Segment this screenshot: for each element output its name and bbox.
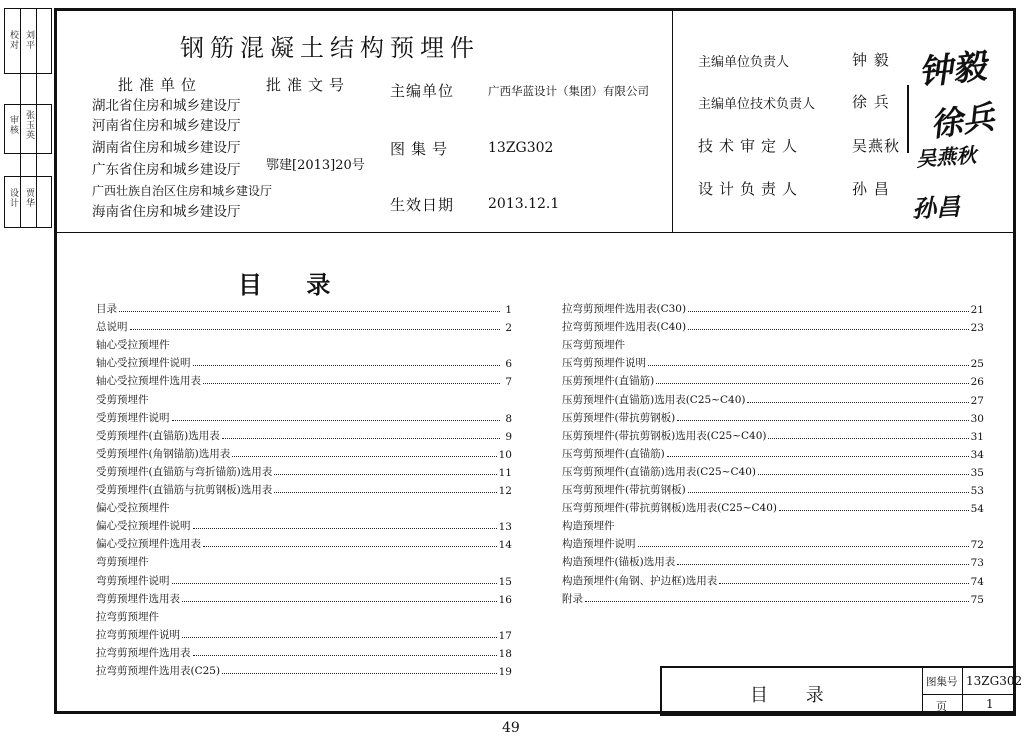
header-divider [56,232,1014,233]
toc-entry[interactable] [96,517,512,533]
effective-date: 2013.12.1 [488,196,560,212]
toc-leader-dots [130,329,501,330]
toc-entry[interactable] [96,463,512,479]
toc-entry-label: 受剪预埋件(直锚筋)选用表 [96,429,220,442]
toc-entry[interactable] [562,318,984,334]
toc-leader-dots [232,456,496,457]
toc-entry-page: 7 [505,376,512,389]
toc-leader-dots [119,311,500,312]
toc-entry-page: 73 [970,557,984,570]
toc-entry-label: 拉弯剪预埋件选用表 [96,646,191,659]
title-block-divider [922,694,1014,695]
toc-entry-page: 15 [498,575,512,588]
responsible-role: 主编单位技术负责人 [698,97,816,112]
toc-entry[interactable] [96,481,512,497]
side-strip-label: 审核 [8,115,18,135]
toc-entry[interactable] [96,626,512,642]
toc-entry-label: 构造预埋件说明 [562,538,636,551]
toc-entry[interactable] [96,391,512,407]
toc-leader-dots [688,329,969,330]
toc-entry-label: 压弯剪预埋件说明 [562,357,646,370]
toc-leader-dots [585,601,969,602]
toc-entry-page: 31 [970,430,984,443]
toc-entry-page: 10 [498,448,512,461]
approval-unit: 海南省住房和城乡建设厅 [92,204,241,220]
page-number: 49 [502,720,520,736]
toc-entry[interactable] [562,463,984,479]
toc-entry-label: 拉弯剪预埋件选用表(C25) [96,665,221,677]
toc-entry-page: 72 [970,539,984,552]
toc-leader-dots [274,474,496,475]
editor-unit-label: 主编单位 [390,82,455,100]
toc-leader-dots [203,546,497,547]
responsible-role: 设计负责人 [698,180,804,198]
toc-entry-page: 9 [505,430,512,443]
toc-entry[interactable] [562,336,984,352]
toc-entry-page: 75 [970,593,984,606]
toc-entry[interactable] [96,445,512,461]
toc-entry[interactable] [96,644,512,660]
toc-entry-label: 轴心受拉预埋件说明 [96,357,191,370]
toc-entry[interactable] [96,336,512,352]
responsible-name: 吴燕秋 [852,137,901,155]
toc-entry[interactable] [562,553,984,569]
toc-entry-label: 构造预埋件(锚板)选用表 [562,556,676,569]
approval-unit: 湖南省住房和城乡建设厅 [92,140,241,156]
responsible-name: 钟 毅 [852,51,890,69]
toc-entry[interactable] [562,372,984,388]
toc-leader-dots [193,528,497,529]
title-block-atlas-value: 13ZG302 [966,674,1023,688]
toc-entry-label: 偏心受拉预埋件 [96,502,170,515]
toc-entry[interactable] [96,590,512,606]
toc-leader-dots [648,365,969,366]
toc-entry-label: 总说明 [96,321,128,334]
header-column-divider [672,10,673,232]
toc-entry-label: 偏心受拉预埋件选用表 [96,538,201,551]
toc-entry-page: 26 [970,376,984,389]
toc-entry-page: 21 [970,304,984,316]
title-block-name: 目 录 [750,685,840,706]
side-strip-label: 张玉英 [24,110,34,140]
toc-leader-dots [203,383,500,384]
toc-entry-page: 6 [505,358,512,371]
toc-entry[interactable] [96,553,512,569]
toc-entry-label: 受剪预埋件(直锚筋与抗剪钢板)选用表 [96,484,273,496]
toc-leader-dots [182,637,497,638]
toc-entry[interactable] [562,572,984,588]
toc-entry-label: 拉弯剪预埋件选用表(C40) [562,321,687,334]
toc-leader-dots [274,492,496,493]
approval-unit-label: 批准单位 [118,76,203,94]
toc-entry-page: 17 [498,629,512,642]
signature: 孙昌 [911,191,961,224]
toc-entry[interactable] [562,535,984,551]
toc-leader-dots [193,655,497,656]
toc-entry-page: 34 [970,448,984,461]
toc-entry[interactable] [96,572,512,588]
toc-entry-label: 受剪预埋件(直锚筋与弯折锚筋)选用表 [96,465,273,478]
toc-entry-label: 弯剪预埋件 [96,556,149,569]
toc-leader-dots [688,311,969,312]
signature: 徐兵 [927,97,997,145]
toc-entry-label: 附录 [562,592,583,605]
side-strip-label: 设计 [8,188,18,208]
responsible-name: 孙 昌 [852,180,890,198]
toc-leader-dots [768,438,968,439]
toc-entry-page: 19 [498,666,512,678]
signature-stroke [907,85,909,153]
approval-unit: 湖北省住房和城乡建设厅 [92,98,241,114]
toc-leader-dots [222,438,500,439]
toc-entry-label: 压弯剪预埋件 [562,339,625,352]
toc-leader-dots [638,546,969,547]
approval-unit: 广西壮族自治区住房和城乡建设厅 [92,184,273,198]
toc-entry-page: 74 [970,575,984,588]
toc-entry-label: 目录 [96,303,117,315]
toc-leader-dots [656,383,968,384]
title-block-divider [922,668,923,714]
toc-entry-label: 构造预埋件(角钢、护边框)选用表 [562,574,718,587]
signature: 钟毅 [916,46,989,94]
toc-entry-page: 1 [505,304,512,316]
title-block-atlas-label: 图集号 [926,676,958,688]
side-strip-label: 校对 [8,30,18,50]
toc-entry-label: 拉弯剪预埋件选用表(C30) [562,303,687,315]
toc-leader-dots [182,601,497,602]
responsible-name: 徐 兵 [852,93,890,111]
toc-entry-label: 压剪预埋件(直锚筋)选用表(C25~C40) [562,393,746,406]
toc-entry[interactable] [96,535,512,551]
title-block-page-label: 页 [936,700,947,713]
effective-date-label: 生效日期 [390,196,455,214]
toc-entry-page: 14 [498,539,512,552]
toc-leader-dots [779,510,969,511]
toc-entry[interactable] [96,300,512,316]
signature: 吴燕秋 [915,142,977,172]
title-block-divider [962,668,963,714]
side-strip-label: 刘平 [24,30,34,50]
toc-entry-label: 弯剪预埋件说明 [96,574,170,587]
atlas-no: 13ZG302 [488,140,554,156]
toc-entry-label: 偏心受拉预埋件说明 [96,520,191,533]
responsible-role: 主编单位负责人 [698,55,790,70]
side-strip-divider [36,8,37,228]
toc-leader-dots [747,402,968,403]
toc-entry-page: 2 [505,322,512,335]
toc-entry-label: 压弯剪预埋件(带抗剪钢板) [562,484,686,496]
toc-entry[interactable] [562,354,984,370]
toc-leader-dots [677,420,968,421]
toc-entry[interactable] [96,608,512,624]
toc-entry[interactable] [562,590,984,606]
toc-entry-label: 压弯剪预埋件(直锚筋) [562,447,665,460]
responsible-role: 技术审定人 [698,137,804,155]
toc-entry[interactable] [96,499,512,515]
toc-leader-dots [758,474,969,475]
side-strip-divider [20,8,21,228]
toc-entry[interactable] [562,499,984,515]
toc-entry-label: 压弯剪预埋件(带抗剪钢板)选用表(C25~C40) [562,502,777,515]
toc-leader-dots [172,583,497,584]
toc-leader-dots [193,365,501,366]
toc-heading: 目 录 [238,271,349,299]
toc-entry-page: 12 [498,485,512,497]
toc-entry-page: 11 [498,466,512,479]
toc-entry[interactable] [562,409,984,425]
approval-doc-label: 批准文号 [266,76,351,94]
toc-leader-dots [688,492,969,493]
toc-entry-label: 构造预埋件 [562,520,615,533]
toc-entry[interactable] [96,662,512,678]
toc-entry-page: 23 [970,322,984,335]
toc-entry-page: 16 [498,593,512,606]
toc-entry-label: 压剪预埋件(直锚筋) [562,375,655,388]
toc-entry-page: 53 [970,485,984,497]
toc-entry-label: 拉弯剪预埋件说明 [96,628,180,641]
toc-entry[interactable] [96,372,512,388]
toc-entry-page: 13 [498,521,512,534]
toc-entry[interactable] [562,517,984,533]
toc-entry[interactable] [96,354,512,370]
approval-unit: 广东省住房和城乡建设厅 [92,162,241,178]
toc-entry-label: 轴心受拉预埋件选用表 [96,375,201,388]
toc-entry[interactable] [96,318,512,334]
approval-doc-no: 鄂建[2013]20号 [266,158,365,173]
toc-entry[interactable] [96,427,512,443]
toc-entry-page: 35 [970,466,984,479]
toc-entry-label: 受剪预埋件说明 [96,411,170,424]
side-strip-label: 贾华 [24,188,34,208]
toc-entry-page: 25 [970,358,984,371]
toc-entry-page: 54 [970,503,984,516]
editor-unit: 广西华蓝设计（集团）有限公司 [488,84,649,98]
toc-entry[interactable] [562,427,984,443]
toc-leader-dots [172,420,501,421]
toc-entry-label: 压剪预埋件(带抗剪钢板)选用表(C25~C40) [562,429,767,442]
toc-entry-label: 弯剪预埋件选用表 [96,592,180,605]
toc-leader-dots [677,564,968,565]
toc-entry[interactable] [562,481,984,497]
toc-leader-dots [222,673,497,674]
toc-entry-page: 8 [505,412,512,425]
document-title: 钢筋混凝土结构预埋件 [180,34,480,62]
toc-entry-page: 18 [498,647,512,660]
toc-entry[interactable] [562,300,984,316]
toc-leader-dots [667,456,969,457]
toc-entry[interactable] [562,391,984,407]
toc-entry-page: 27 [970,394,984,407]
toc-entry-label: 拉弯剪预埋件 [96,610,159,623]
toc-entry-label: 受剪预埋件(角钢锚筋)选用表 [96,447,231,460]
toc-entry[interactable] [96,409,512,425]
title-block-page-value: 1 [986,697,994,711]
toc-entry-page: 30 [970,412,984,425]
toc-entry-label: 压剪预埋件(带抗剪钢板) [562,411,676,424]
toc-entry-label: 压弯剪预埋件(直锚筋)选用表(C25~C40) [562,465,756,478]
toc-entry-label: 轴心受拉预埋件 [96,339,170,352]
toc-entry[interactable] [562,445,984,461]
approval-unit: 河南省住房和城乡建设厅 [92,118,241,134]
toc-entry-label: 受剪预埋件 [96,393,149,406]
toc-leader-dots [719,583,968,584]
atlas-no-label: 图集号 [390,140,454,158]
